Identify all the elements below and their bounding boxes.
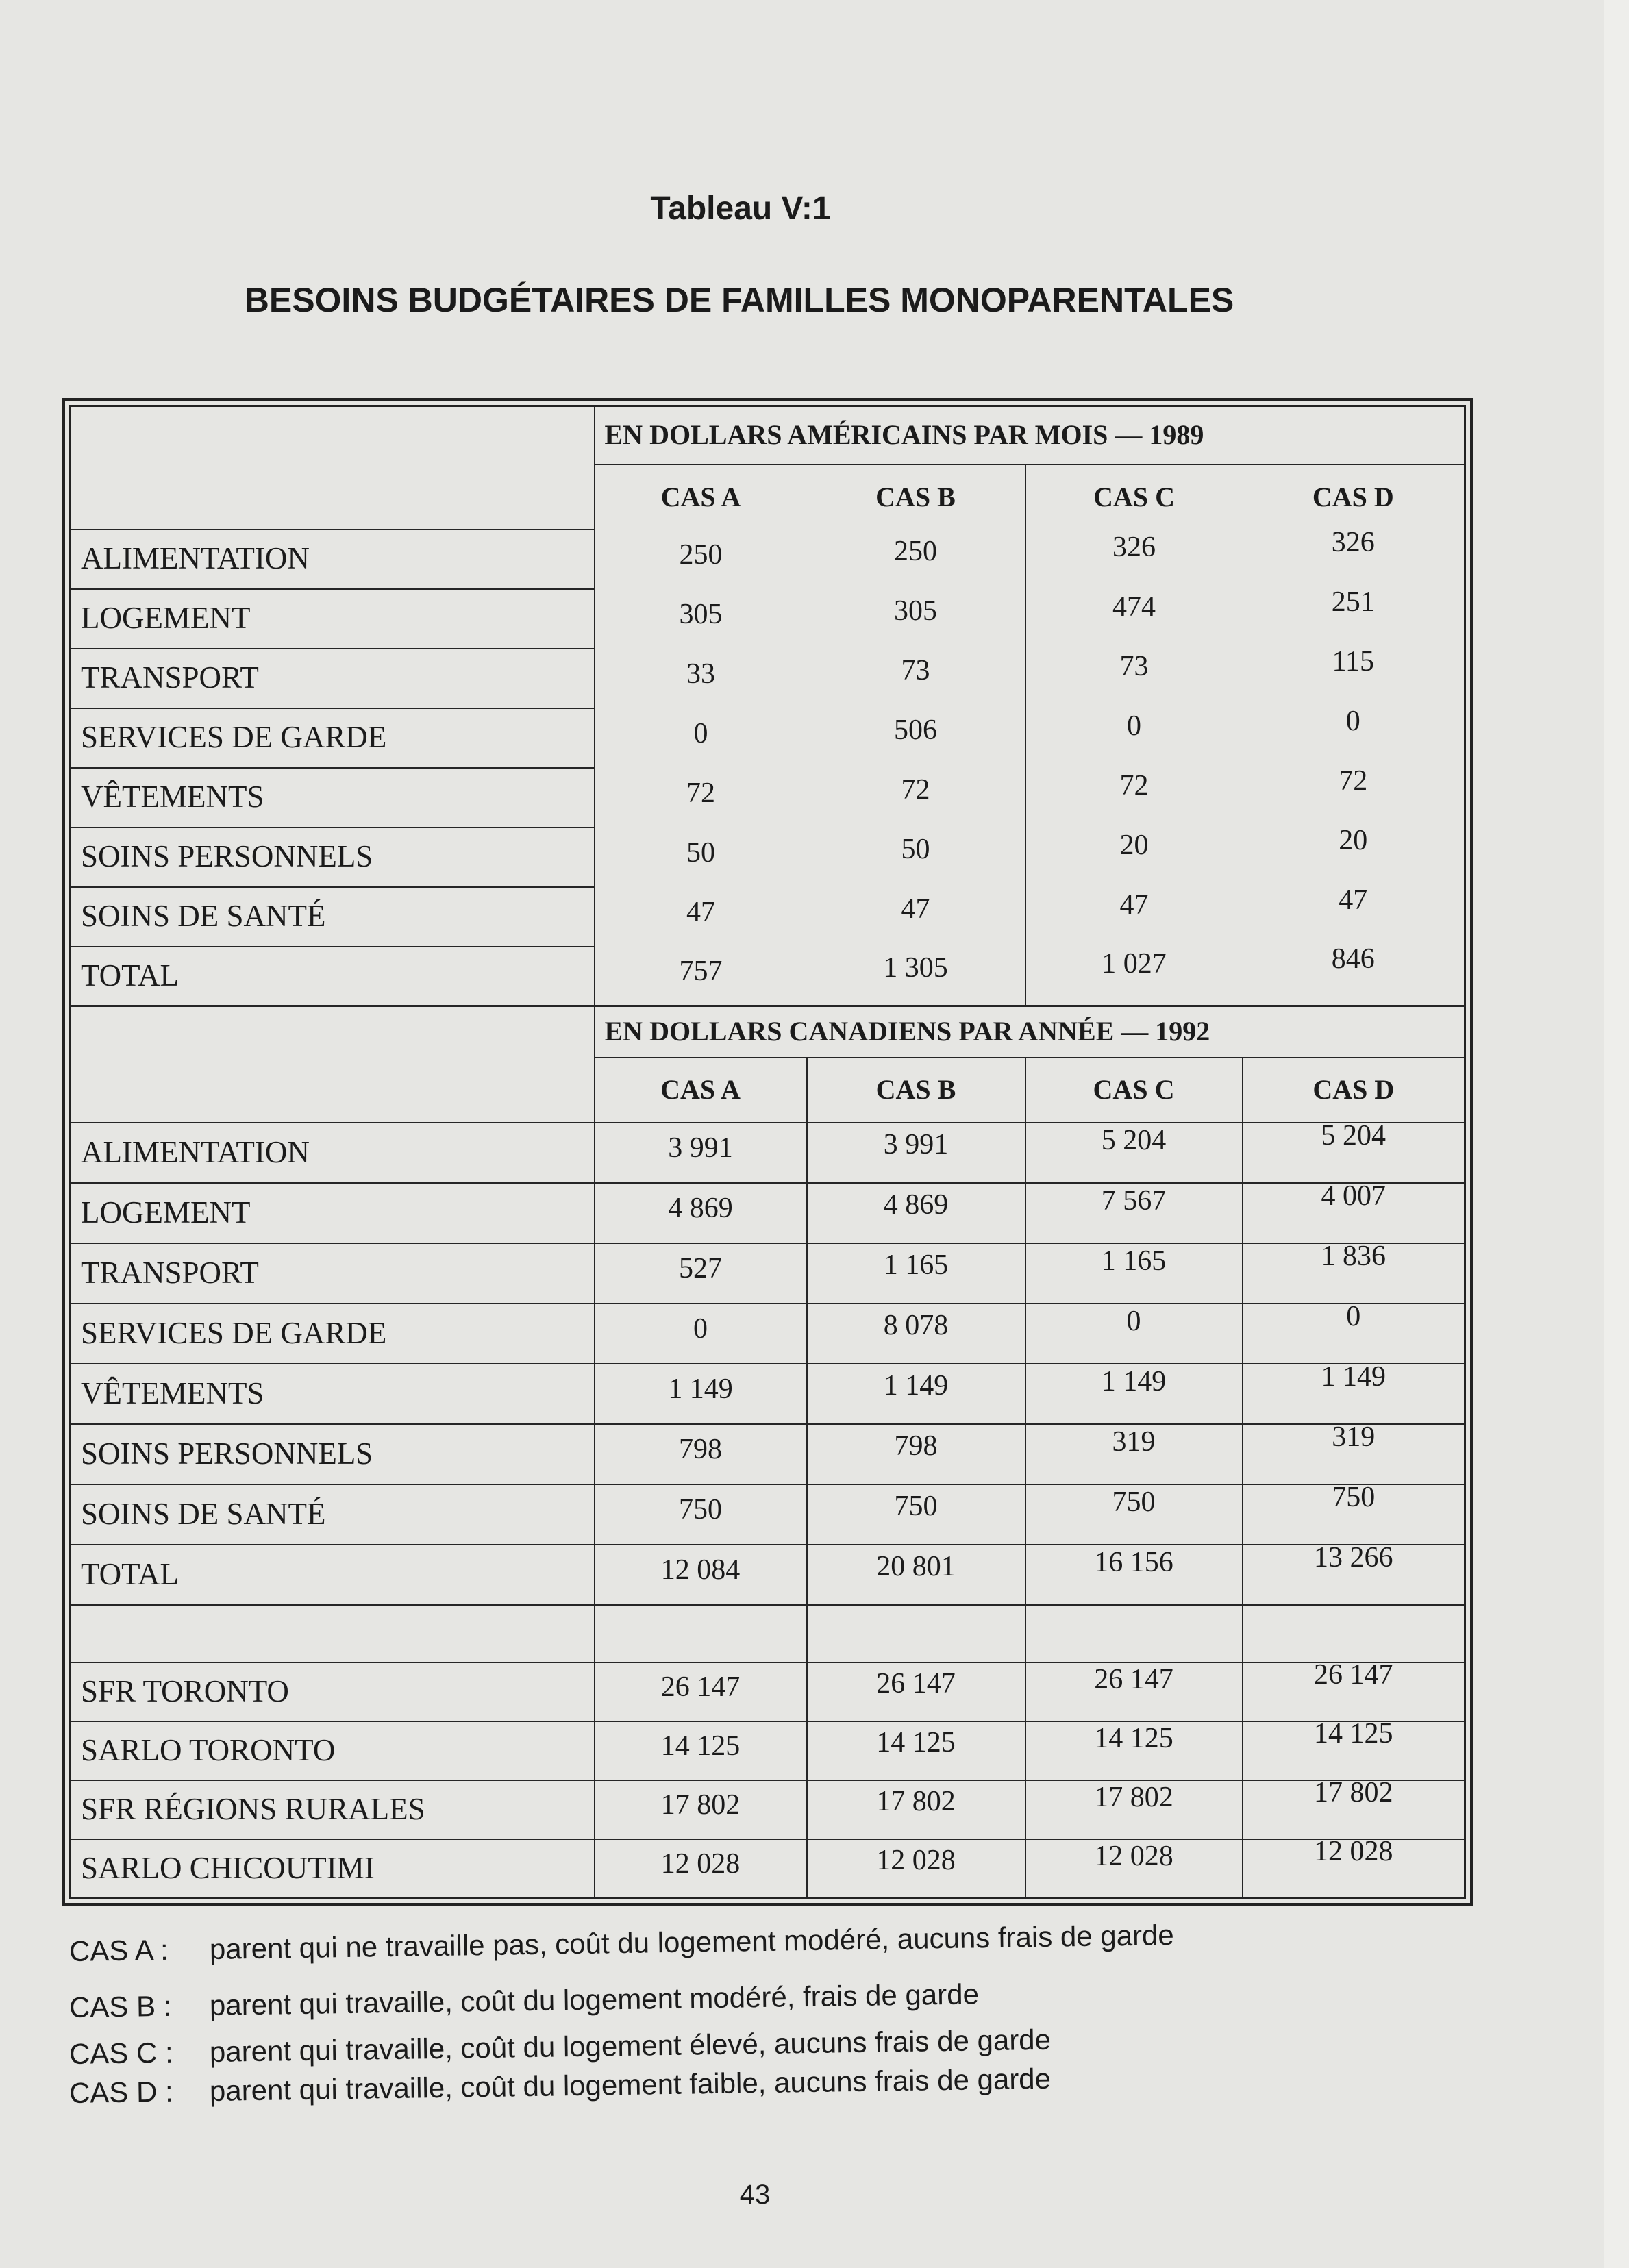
empty-cell	[1025, 1605, 1243, 1662]
value-text: 5 204	[1101, 1125, 1167, 1157]
value-text: 33	[686, 658, 715, 690]
row-label: TOTAL	[71, 1545, 595, 1605]
value-text: 798	[679, 1434, 722, 1466]
column-header: CAS D	[1312, 481, 1394, 512]
row-label: SARLO CHICOUTIMI	[71, 1839, 595, 1898]
value-cell	[595, 1364, 807, 1424]
value-text: 47	[1339, 886, 1368, 916]
budget-table	[69, 405, 1466, 1899]
row-label: ALIMENTATION	[71, 1123, 595, 1183]
value-cell	[807, 1424, 1025, 1484]
value-cell	[1025, 529, 1243, 589]
value-cell	[1025, 589, 1243, 649]
value-cell	[807, 1123, 1025, 1183]
row-label: SOINS DE SANTÉ	[71, 887, 595, 947]
column-header: CAS B	[807, 464, 1025, 529]
value-cell	[1025, 1304, 1243, 1364]
value-text: 50	[901, 833, 930, 865]
value-text: 750	[1332, 1484, 1376, 1514]
value-text: 251	[1331, 588, 1375, 618]
value-text: 7 567	[1101, 1185, 1167, 1217]
value-text: 757	[679, 956, 723, 988]
value-cell	[1025, 887, 1243, 947]
value-cell	[595, 529, 807, 589]
row-label: TRANSPORT	[71, 1243, 595, 1304]
value-text: 20	[1339, 827, 1368, 856]
value-text: 4 869	[668, 1193, 733, 1225]
value-text: 319	[1332, 1423, 1376, 1454]
table-row	[71, 1545, 1465, 1605]
value-text: 14 125	[876, 1727, 956, 1759]
value-cell	[1025, 1183, 1243, 1243]
row-label: SERVICES DE GARDE	[71, 1304, 595, 1364]
table-row	[71, 947, 1465, 1006]
value-text: 474	[1112, 590, 1156, 623]
value-text: 73	[1119, 650, 1149, 682]
value-cell	[595, 1123, 807, 1183]
value-text: 527	[679, 1253, 722, 1285]
value-cell	[595, 589, 807, 649]
value-text: 0	[1346, 1303, 1361, 1333]
value-cell	[1243, 887, 1465, 947]
value-text: 5 204	[1321, 1122, 1386, 1152]
row-label: SARLO TORONTO	[71, 1721, 595, 1780]
value-cell	[807, 589, 1025, 649]
table-row	[71, 1424, 1465, 1484]
value-text: 8 078	[883, 1310, 949, 1342]
value-text: 750	[679, 1494, 722, 1526]
value-cell	[1243, 1424, 1465, 1484]
value-cell	[595, 1839, 807, 1898]
value-text: 47	[901, 893, 930, 925]
value-text: 319	[1112, 1426, 1156, 1458]
table-row	[71, 1839, 1465, 1898]
empty-cell	[71, 1605, 595, 1662]
value-text: 14 125	[1094, 1723, 1173, 1755]
value-text: 17 802	[876, 1786, 956, 1818]
value-text: 16 156	[1094, 1547, 1173, 1579]
value-cell	[1243, 1780, 1465, 1839]
table-row	[71, 1304, 1465, 1364]
row-label: LOGEMENT	[71, 589, 595, 649]
empty-cell	[71, 406, 595, 529]
value-cell	[1025, 947, 1243, 1006]
table-row	[71, 1662, 1465, 1721]
legend-line	[69, 1918, 1174, 1969]
value-text: 1 836	[1321, 1243, 1386, 1273]
value-text: 72	[1119, 769, 1149, 801]
legend-case-label: CAS B :	[69, 1989, 172, 2023]
value-cell	[807, 1662, 1025, 1721]
value-text: 13 266	[1314, 1544, 1393, 1574]
value-cell	[807, 1304, 1025, 1364]
value-text: 250	[894, 535, 937, 567]
table-label: Tableau V:1	[650, 190, 831, 227]
value-text: 305	[894, 595, 937, 627]
value-text: 47	[686, 896, 715, 928]
value-text: 326	[1112, 531, 1156, 563]
legend-description: parent qui travaille, coût du logement faible, aucuns frais de garde	[209, 2062, 1052, 2107]
value-text: 1 149	[1321, 1363, 1386, 1393]
value-text: 0	[1345, 708, 1360, 737]
value-cell	[1025, 1123, 1243, 1183]
table-row	[71, 1721, 1465, 1780]
value-cell	[595, 1780, 807, 1839]
row-label: SFR RÉGIONS RURALES	[71, 1780, 595, 1839]
value-cell	[595, 1721, 807, 1780]
value-text: 12 028	[876, 1845, 956, 1877]
value-text: 1 149	[668, 1373, 733, 1406]
value-cell	[1025, 649, 1243, 708]
empty-cell	[595, 1605, 807, 1662]
value-cell	[807, 947, 1025, 1006]
legend-case-label: CAS C :	[69, 2036, 174, 2070]
column-header: CAS C	[1093, 481, 1175, 512]
value-cell	[1243, 1304, 1465, 1364]
page-number: 43	[739, 2180, 771, 2210]
value-text: 26 147	[1094, 1664, 1173, 1696]
value-cell	[595, 708, 807, 768]
empty-cell	[1243, 1605, 1465, 1662]
column-header: CAS A	[595, 1058, 807, 1123]
value-text: 14 125	[660, 1730, 741, 1762]
row-label: SFR TORONTO	[71, 1662, 595, 1721]
value-text: 17 802	[660, 1789, 741, 1821]
value-text: 12 028	[1094, 1841, 1173, 1873]
row-label: ALIMENTATION	[71, 529, 595, 589]
value-text: 305	[679, 598, 723, 630]
row-label: SERVICES DE GARDE	[71, 708, 595, 768]
value-text: 50	[686, 836, 715, 869]
spacer-row	[71, 1605, 1465, 1662]
legend-description: parent qui ne travaille pas, coût du logement modéré, aucuns frais de garde	[209, 1919, 1175, 1965]
value-text: 1 305	[883, 952, 948, 984]
column-header: CAS A	[660, 481, 741, 512]
value-cell	[1243, 768, 1465, 827]
table-row	[71, 1780, 1465, 1839]
value-cell	[595, 768, 807, 827]
value-cell	[807, 1780, 1025, 1839]
value-text: 1 165	[1101, 1245, 1167, 1278]
value-text: 12 084	[660, 1554, 741, 1586]
value-cell	[595, 649, 807, 708]
value-text: 3 991	[883, 1129, 949, 1161]
row-label: SOINS PERSONNELS	[71, 1424, 595, 1484]
table-row	[71, 649, 1465, 708]
empty-cell	[807, 1605, 1025, 1662]
value-text: 1 149	[1101, 1366, 1167, 1398]
value-cell	[595, 1304, 807, 1364]
value-cell	[807, 1364, 1025, 1424]
value-cell	[595, 887, 807, 947]
table-row	[71, 827, 1465, 887]
value-cell	[807, 529, 1025, 589]
table-row	[71, 708, 1465, 768]
value-cell	[807, 768, 1025, 827]
empty-cell	[71, 1006, 595, 1123]
value-text: 72	[901, 773, 930, 806]
value-cell	[595, 1545, 807, 1605]
value-cell	[1243, 1662, 1465, 1721]
value-cell	[595, 1424, 807, 1484]
value-text: 0	[1127, 710, 1141, 742]
value-cell	[1025, 1484, 1243, 1545]
value-cell	[807, 887, 1025, 947]
table-row	[71, 887, 1465, 947]
value-cell	[1025, 1721, 1243, 1780]
value-cell	[595, 1183, 807, 1243]
value-text: 72	[1339, 767, 1368, 797]
value-cell	[807, 827, 1025, 887]
value-text: 17 802	[1314, 1780, 1393, 1809]
legend-case-label: CAS D :	[69, 2075, 174, 2109]
value-cell	[1025, 1545, 1243, 1605]
value-cell	[807, 1484, 1025, 1545]
row-label: TRANSPORT	[71, 649, 595, 708]
row-label: SOINS DE SANTÉ	[71, 1484, 595, 1545]
value-text: 17 802	[1094, 1782, 1173, 1814]
value-text: 0	[693, 717, 708, 749]
value-cell	[1025, 1839, 1243, 1898]
legend-description: parent qui travaille, coût du logement modéré, frais de garde	[209, 1978, 980, 2021]
value-text: 3 991	[668, 1132, 733, 1164]
value-text: 1 027	[1102, 948, 1167, 980]
row-label: SOINS PERSONNELS	[71, 827, 595, 887]
value-cell	[1243, 1545, 1465, 1605]
value-text: 14 125	[1314, 1721, 1393, 1750]
value-cell	[1243, 1839, 1465, 1898]
value-text: 73	[901, 654, 930, 686]
value-cell	[1025, 768, 1243, 827]
value-text: 4 007	[1321, 1182, 1386, 1212]
table-title: BESOINS BUDGÉTAIRES DE FAMILLES MONOPARENTALES	[244, 281, 1234, 319]
table-row	[71, 768, 1465, 827]
value-cell	[1025, 1424, 1243, 1484]
value-cell	[1243, 1243, 1465, 1304]
value-text: 26 147	[1314, 1662, 1393, 1691]
scan-edge	[1604, 0, 1629, 2268]
value-text: 12 028	[1314, 1839, 1393, 1868]
table-row	[71, 1364, 1465, 1424]
value-text: 1 149	[883, 1370, 949, 1402]
value-cell	[595, 1484, 807, 1545]
table-row	[71, 1243, 1465, 1304]
value-cell	[1243, 1123, 1465, 1183]
value-text: 0	[693, 1313, 708, 1345]
value-cell	[1243, 947, 1465, 1006]
value-text: 846	[1331, 946, 1375, 975]
value-text: 115	[1332, 648, 1374, 677]
value-text: 26 147	[660, 1671, 741, 1704]
table-row	[71, 1123, 1465, 1183]
value-cell	[595, 827, 807, 887]
table-row	[71, 529, 1465, 589]
row-label: VÊTEMENTS	[71, 768, 595, 827]
value-cell	[1025, 1243, 1243, 1304]
value-cell	[807, 1839, 1025, 1898]
value-text: 1 165	[883, 1249, 949, 1282]
value-cell	[1243, 708, 1465, 768]
value-text: 4 869	[883, 1189, 949, 1221]
section-heading: EN DOLLARS CANADIENS PAR ANNÉE — 1992	[595, 1006, 1465, 1058]
value-cell	[807, 1243, 1025, 1304]
value-cell	[807, 708, 1025, 768]
value-cell	[1243, 589, 1465, 649]
value-cell	[1243, 1183, 1465, 1243]
value-cell	[1025, 1780, 1243, 1839]
value-cell	[807, 1183, 1025, 1243]
section-heading-row	[71, 406, 1465, 464]
value-cell	[595, 1243, 807, 1304]
table-row	[71, 1183, 1465, 1243]
table-body	[71, 406, 1465, 1898]
table-row	[71, 589, 1465, 649]
value-text: 0	[1126, 1306, 1141, 1338]
section-heading: EN DOLLARS AMÉRICAINS PAR MOIS — 1989	[595, 406, 1465, 464]
value-text: 750	[894, 1491, 938, 1523]
value-cell	[1025, 1662, 1243, 1721]
row-label: LOGEMENT	[71, 1183, 595, 1243]
value-cell	[807, 1721, 1025, 1780]
value-cell	[1243, 827, 1465, 887]
value-cell	[1025, 827, 1243, 887]
column-header: CAS D	[1243, 1058, 1465, 1123]
value-text: 72	[686, 777, 715, 809]
value-cell	[1243, 1721, 1465, 1780]
value-cell	[595, 947, 807, 1006]
value-cell	[1243, 1484, 1465, 1545]
value-cell	[1243, 1364, 1465, 1424]
value-cell	[1025, 1364, 1243, 1424]
value-cell	[1243, 649, 1465, 708]
value-cell	[1243, 529, 1465, 589]
value-cell	[807, 1545, 1025, 1605]
legend-description: parent qui travaille, coût du logement élevé, aucuns frais de garde	[209, 2023, 1052, 2068]
value-text: 326	[1331, 529, 1375, 558]
value-cell	[595, 1662, 807, 1721]
value-text: 750	[1112, 1486, 1156, 1519]
value-text: 250	[679, 538, 723, 571]
value-text: 798	[894, 1430, 938, 1462]
table-row	[71, 1484, 1465, 1545]
value-text: 26 147	[876, 1668, 956, 1700]
value-cell	[807, 649, 1025, 708]
section-heading-row	[71, 1006, 1465, 1058]
value-text: 20	[1119, 829, 1149, 861]
row-label: VÊTEMENTS	[71, 1364, 595, 1424]
value-text: 12 028	[660, 1848, 741, 1880]
value-cell	[1025, 708, 1243, 768]
value-text: 20 801	[876, 1551, 956, 1583]
table-frame	[62, 398, 1473, 1906]
column-header: CAS B	[807, 1058, 1025, 1123]
legend-line	[69, 1977, 980, 2025]
legend-case-label: CAS A :	[69, 1933, 169, 1967]
value-text: 47	[1119, 888, 1149, 921]
value-text: 506	[894, 714, 937, 746]
row-label: TOTAL	[71, 947, 595, 1006]
column-header: CAS C	[1025, 1058, 1243, 1123]
